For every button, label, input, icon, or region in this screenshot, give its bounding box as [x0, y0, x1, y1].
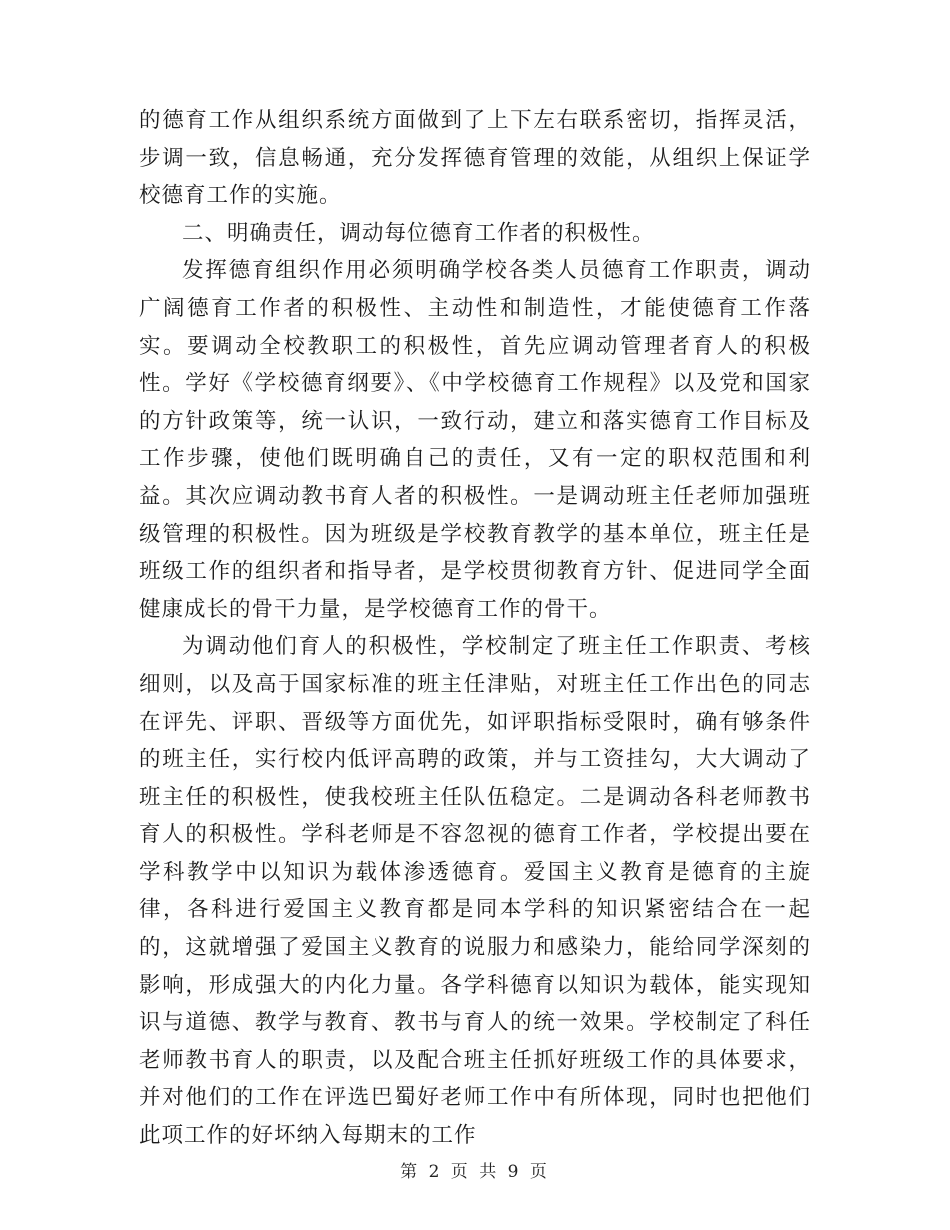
paragraph: 为调动他们育人的积极性，学校制定了班主任工作职责、考核细则，以及高于国家标准的班主任津贴，对班主任工作出色的同志在评先、评职、晋级等方面优先，如评职指标受限时，确有够条件的班主任，实行校内低评高聘的政策，并与工资挂勾，大大调动了班主任的积极性，使我校班主任队伍稳定。二是调动各科老师教书育人的积极性。学科老师是不容忽视的德育工作者，学校提出要在学科教学中以知识为载体渗透德育。爱国主义教育是德育的主旋律，各科进行爱国主义教育都是同本学科的知识紧密结合在一起的，这就增强了爱国主义教育的说服力和感染力，能给同学深刻的影响，形成强大的内化力量。各学科德育以知识为载体，能实现知识与道德、教学与教育、教书与育人的统一效果。学校制定了科任老师教书育人的职责，以及配合班主任抓好班级工作的具体要求，并对他们的工作在评选巴蜀好老师工作中有所体现，同时也把他们此项工作的好坏纳入每期末的工作	[139, 634, 811, 1149]
paragraph-continuation: 的德育工作从组织系统方面做到了上下左右联系密切，指挥灵活，步调一致，信息畅通，充分发挥德育管理的效能，从组织上保证学校德育工作的实施。	[139, 108, 811, 209]
section-heading: 二、明确责任，调动每位德育工作者的积极性。	[182, 220, 655, 246]
paragraph: 发挥德育组织作用必须明确学校各类人员德育工作职责，调动广阔德育工作者的积极性、主动性和制造性，才能使德育工作落实。要调动全校教职工的积极性，首先应调动管理者育人的积极性。学好《学校德育纲要》、《中学校德育工作规程》以及党和国家的方针政策等，统一认识，一致行动，建立和落实德育工作目标及工作步骤，使他们既明确自己的责任，又有一定的职权范围和利益。其次应调动教书育人者的积极性。一是调动班主任老师加强班级管理的积极性。因为班级是学校教育教学的基本单位，班主任是班级工作的组织者和指导者，是学校贯彻教育方针、促进同学全面健康成长的骨干力量，是学校德育工作的骨干。	[139, 258, 811, 622]
document-body	[139, 102, 811, 1155]
page-number: 第 2 页 共 9 页	[400, 1162, 550, 1182]
